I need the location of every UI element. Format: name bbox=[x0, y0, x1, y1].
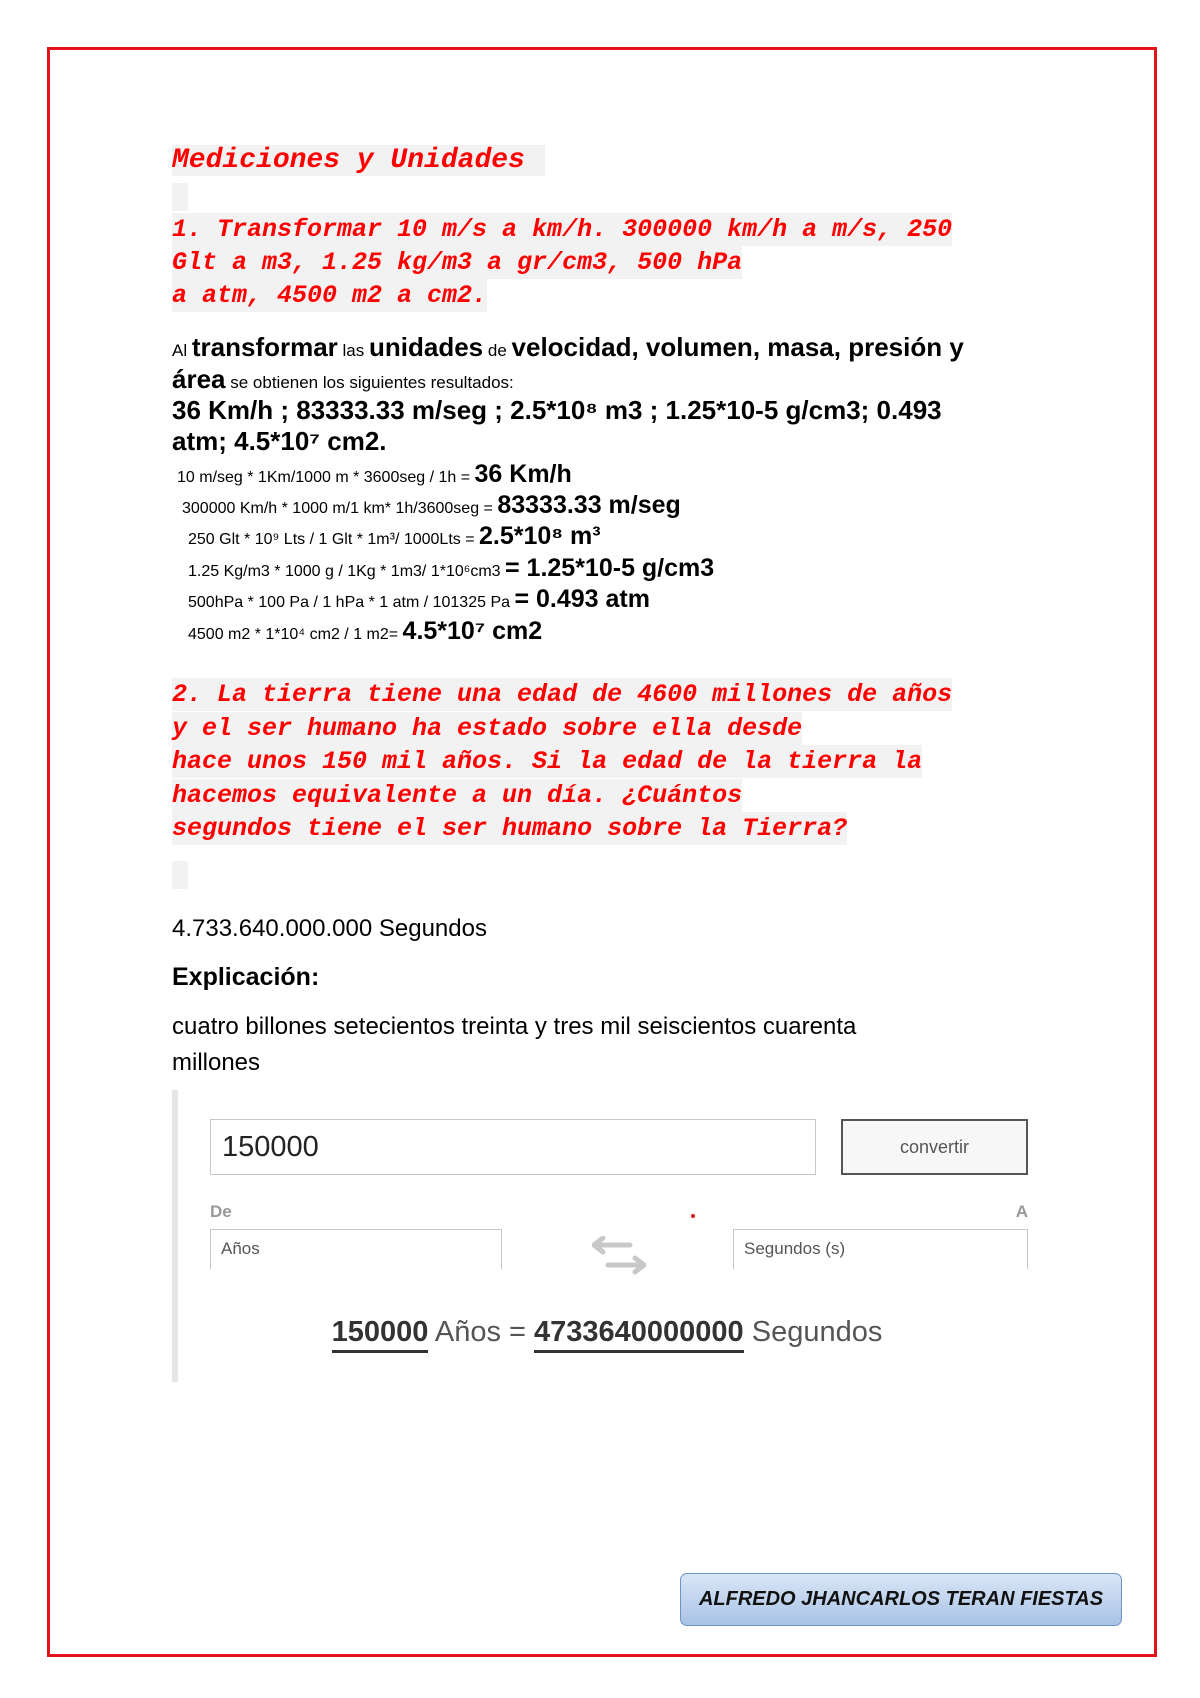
intro-word-bold: unidades bbox=[369, 332, 484, 362]
converter-input[interactable]: 150000 bbox=[210, 1119, 816, 1175]
question-2-line-3: hace unos 150 mil años. Si la edad de la tierra la bbox=[172, 747, 923, 776]
question-2-line-1: 2. La tierra tiene una edad de 4600 millones de años bbox=[172, 680, 953, 709]
calc-expression: 1.25 Kg/m3 * 1000 g / 1Kg * 1m3/ 1*10⁶cm3 bbox=[188, 563, 505, 580]
conversion-result bbox=[178, 1316, 1036, 1349]
calc-result: 4.5*10⁷ cm2 bbox=[402, 617, 543, 645]
result-from-unit: Años = bbox=[434, 1316, 526, 1348]
calc-row bbox=[188, 554, 714, 583]
intro-word: Al bbox=[172, 341, 188, 360]
result-input-value: 150000 bbox=[332, 1316, 429, 1353]
intro-word: de bbox=[487, 341, 507, 360]
calc-result: 83333.33 m/seg bbox=[497, 491, 681, 519]
unit-converter-widget bbox=[172, 1090, 1036, 1382]
intro-word-bold: velocidad, volumen, masa, presión y bbox=[511, 332, 964, 362]
calc-result: 36 Km/h bbox=[474, 460, 572, 488]
question-1-line-1: 1. Transformar 10 m/s a km/h. 300000 km/h a m/s, 250 bbox=[172, 215, 953, 244]
from-label: De bbox=[210, 1202, 232, 1221]
calc-expression: 4500 m2 * 1*10⁴ cm2 / 1 m2= bbox=[188, 626, 403, 643]
result-converted-value: 4733640000000 bbox=[534, 1316, 744, 1353]
explanation-label: Explicación: bbox=[172, 963, 320, 991]
intro-word: las bbox=[342, 341, 365, 360]
results-line-2: atm; 4.5*10⁷ cm2. bbox=[172, 426, 387, 456]
calc-row bbox=[188, 585, 650, 614]
calc-row bbox=[188, 617, 542, 646]
answer-text: 4.733.640.000.000 Segundos bbox=[172, 915, 487, 942]
to-unit-select[interactable]: Segundos (s) bbox=[733, 1229, 1028, 1269]
document-title: Mediciones y Unidades bbox=[172, 145, 545, 176]
marker-dot bbox=[691, 1214, 695, 1218]
explanation-line-2: millones bbox=[172, 1049, 261, 1076]
from-unit-select[interactable]: Años bbox=[210, 1229, 502, 1269]
intro-line-1 bbox=[172, 332, 964, 363]
calc-result: = 0.493 atm bbox=[514, 585, 650, 613]
to-label: A bbox=[1015, 1202, 1028, 1221]
author-name-box: ALFREDO JHANCARLOS TERAN FIESTAS bbox=[680, 1573, 1122, 1626]
empty-line-marker bbox=[172, 183, 188, 211]
convert-button[interactable]: convertir bbox=[841, 1119, 1028, 1175]
question-2-line-5: segundos tiene el ser humano sobre la Tierra? bbox=[172, 814, 848, 843]
question-1-line-3: a atm, 4500 m2 a cm2. bbox=[172, 281, 488, 310]
question-1-line-2: Glt a m3, 1.25 kg/m3 a gr/cm3, 500 hPa bbox=[172, 248, 743, 277]
calc-expression: 10 m/seg * 1Km/1000 m * 3600seg / 1h = bbox=[177, 469, 475, 486]
intro-word: se obtienen los siguientes resultados: bbox=[230, 373, 514, 392]
calc-result: 2.5*10⁸ m³ bbox=[479, 522, 601, 550]
calc-result: = 1.25*10-5 g/cm3 bbox=[505, 554, 715, 582]
swap-units-icon[interactable] bbox=[592, 1236, 646, 1276]
intro-word-bold: área bbox=[172, 364, 226, 394]
empty-line-marker bbox=[172, 861, 188, 889]
explanation-line-1: cuatro billones setecientos treinta y tres mil seiscientos cuarenta bbox=[172, 1013, 857, 1040]
intro-line-2 bbox=[172, 364, 514, 395]
calc-expression: 250 Glt * 10⁹ Lts / 1 Glt * 1m³/ 1000Lts = bbox=[188, 531, 479, 548]
result-to-unit: Segundos bbox=[751, 1316, 883, 1348]
calc-row bbox=[182, 491, 681, 520]
calc-row bbox=[177, 460, 572, 489]
question-2-line-4: hacemos equivalente a un día. ¿Cuántos bbox=[172, 781, 743, 810]
calc-expression: 500hPa * 100 Pa / 1 hPa * 1 atm / 101325 Pa bbox=[188, 594, 515, 611]
intro-word-bold: transformar bbox=[191, 332, 338, 362]
calc-row bbox=[188, 522, 601, 551]
results-line-1: 36 Km/h ; 83333.33 m/seg ; 2.5*10⁸ m3 ; 1.25*10-5 g/cm3; 0.493 bbox=[172, 395, 942, 425]
calc-expression: 300000 Km/h * 1000 m/1 km* 1h/3600seg = bbox=[182, 500, 498, 517]
question-2-line-2: y el ser humano ha estado sobre ella desde bbox=[172, 714, 803, 743]
